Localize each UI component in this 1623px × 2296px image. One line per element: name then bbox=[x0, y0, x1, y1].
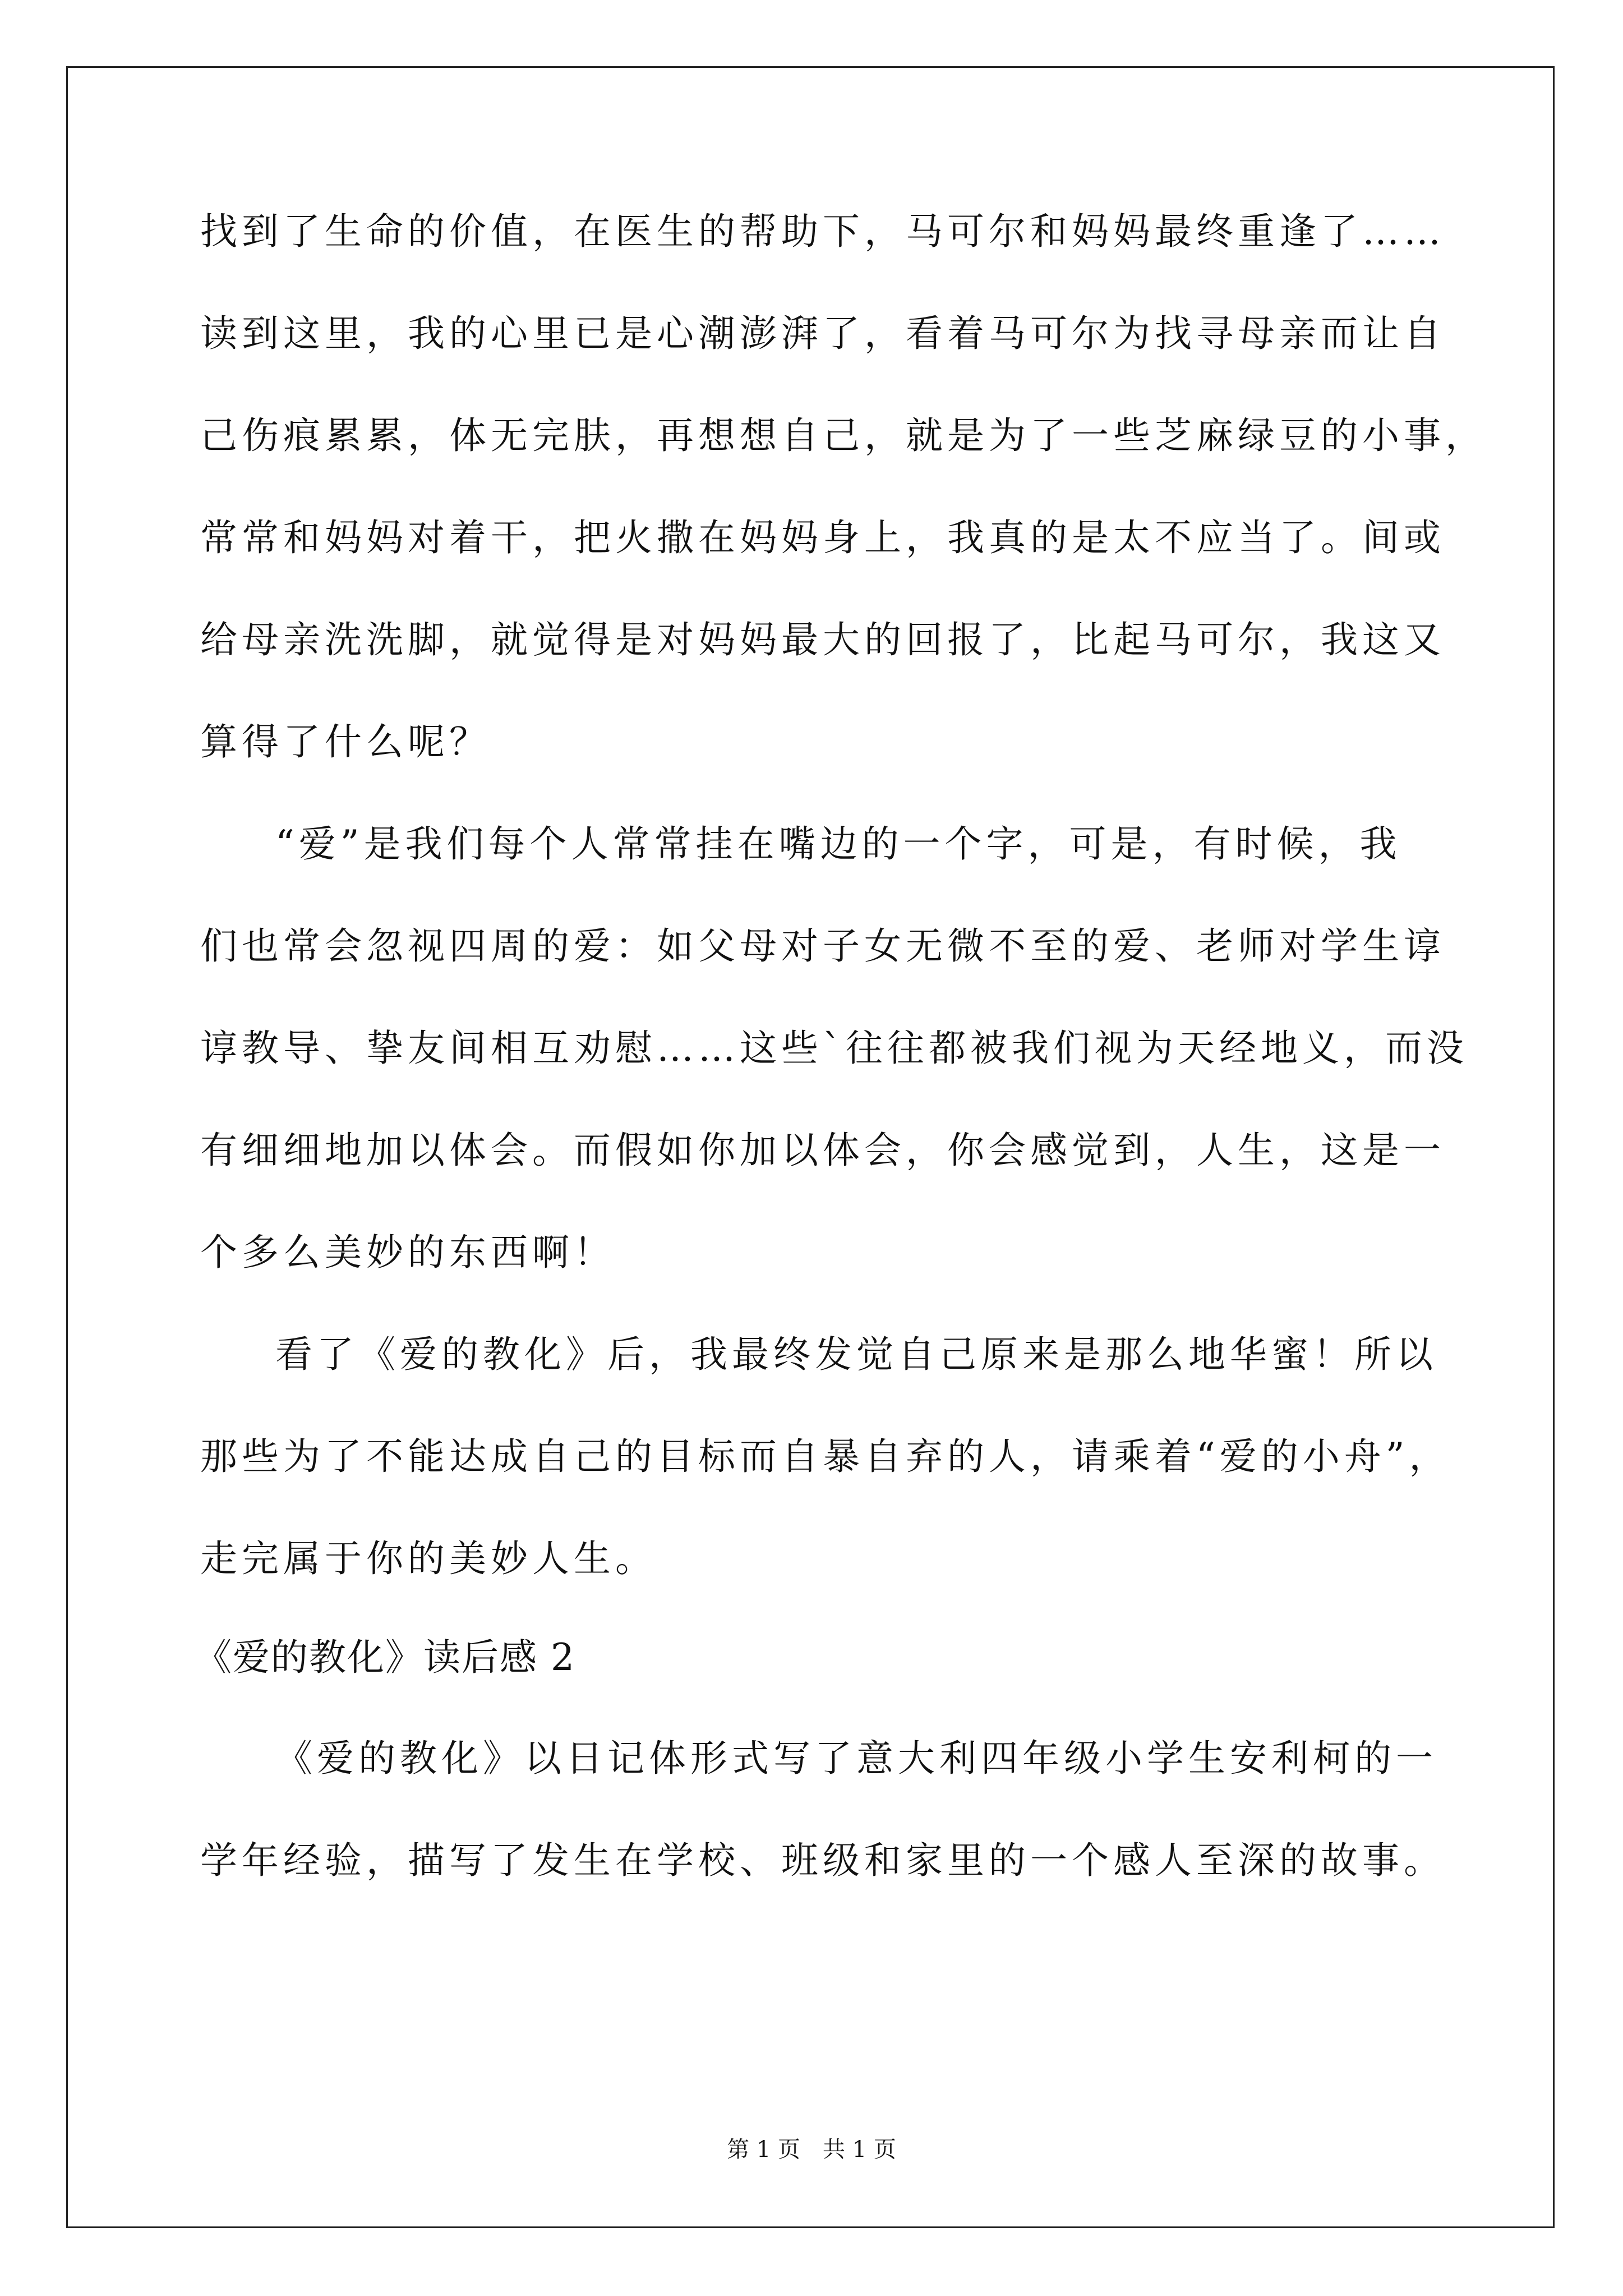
paragraph-3-line-3: 谆教导、挚友间相互劝慰……这些`往往都被我们视为天经地义，而没 bbox=[200, 1027, 1468, 1070]
paragraph-2-line-4: 给母亲洗洗脚，就觉得是对妈妈最大的回报了，比起马可尔，我这又 bbox=[200, 618, 1445, 661]
paragraph-2-line-3: 常常和妈妈对着干，把火撒在妈妈身上，我真的是太不应当了。间或 bbox=[200, 516, 1445, 559]
paragraph-2-line-1: 读到这里，我的心里已是心潮澎湃了，看着马可尔为找寻母亲而让自 bbox=[200, 312, 1445, 355]
paragraph-2-line-2: 己伤痕累累，体无完肤，再想想自己，就是为了一些芝麻绿豆的小事， bbox=[200, 414, 1487, 457]
paragraph-3-line-4: 有细细地加以体会。而假如你加以体会，你会感觉到，人生，这是一 bbox=[200, 1129, 1445, 1172]
paragraph-4-line-2: 那些为了不能达成自己的目标而自暴自弃的人，请乘着“爱的小舟”， bbox=[200, 1435, 1451, 1478]
paragraph-1-line-1: 找到了生命的价值，在医生的帮助下，马可尔和妈妈最终重逢了…… bbox=[200, 210, 1445, 253]
paragraph-4-line-1: 看了《爱的教化》后，我最终发觉自己原来是那么地华蜜！所以 bbox=[275, 1333, 1437, 1376]
paragraph-3-line-1: “爱”是我们每个人常常挂在嘴边的一个字，可是，有时候，我 bbox=[275, 822, 1401, 866]
paragraph-5-line-1: 《爱的教化》以日记体形式写了意大利四年级小学生安利柯的一 bbox=[275, 1737, 1437, 1780]
paragraph-3-line-5: 个多么美妙的东西啊！ bbox=[200, 1231, 615, 1274]
page-footer: 第 1 页 共 1 页 bbox=[727, 2137, 896, 2162]
section-heading: 《爱的教化》读后感 2 bbox=[195, 1636, 575, 1679]
paragraph-3-line-2: 们也常会忽视四周的爱：如父母对子女无微不至的爱、老师对学生谆 bbox=[200, 924, 1445, 968]
paragraph-4-line-3: 走完属于你的美妙人生。 bbox=[200, 1537, 657, 1580]
paragraph-5-line-2: 学年经验，描写了发生在学校、班级和家里的一个感人至深的故事。 bbox=[200, 1839, 1445, 1882]
paragraph-2-line-5: 算得了什么呢？ bbox=[200, 720, 491, 763]
